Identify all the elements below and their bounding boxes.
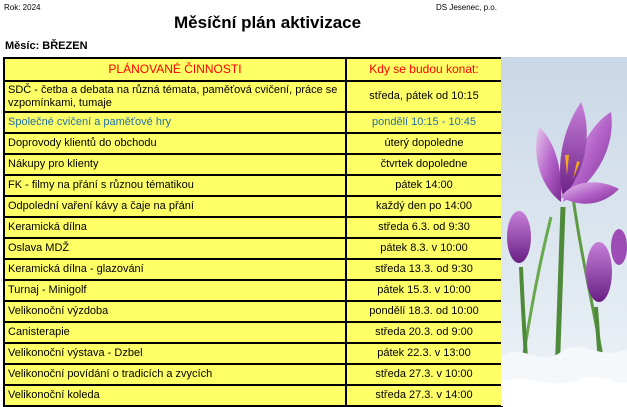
activity-cell: SDČ - četba a debata na různá témata, paměťová cvičení, práce se vzpomínkami, tumaje bbox=[4, 81, 346, 112]
crocus-flowers-photo bbox=[501, 57, 627, 406]
when-cell: čtvrtek dopoledne bbox=[346, 154, 502, 175]
activity-cell: Oslava MDŽ bbox=[4, 238, 346, 259]
table-row bbox=[4, 196, 502, 217]
when-cell: středa 6.3. od 9:30 bbox=[346, 217, 502, 238]
activity-cell: Keramická dílna bbox=[4, 217, 346, 238]
table-row bbox=[4, 343, 502, 364]
activity-cell: Velikonoční koleda bbox=[4, 385, 346, 406]
table-row bbox=[4, 364, 502, 385]
table-header-row bbox=[4, 58, 502, 81]
table-row bbox=[4, 217, 502, 238]
activity-plan-table bbox=[3, 57, 503, 407]
when-cell: středa 20.3. od 9:00 bbox=[346, 322, 502, 343]
year-label: Rok: 2024 bbox=[4, 3, 41, 12]
activity-cell: Turnaj - Minigolf bbox=[4, 280, 346, 301]
table-row bbox=[4, 175, 502, 196]
activity-cell: Nákupy pro klienty bbox=[4, 154, 346, 175]
when-cell: každý den po 14:00 bbox=[346, 196, 502, 217]
month-label: Měsíc: BŘEZEN bbox=[5, 40, 88, 52]
activity-cell: FK - filmy na přání s různou tématikou bbox=[4, 175, 346, 196]
table-row bbox=[4, 238, 502, 259]
when-cell: úterý dopoledne bbox=[346, 133, 502, 154]
when-cell: pátek 15.3. v 10:00 bbox=[346, 280, 502, 301]
organization-label: DS Jesenec, p.o. bbox=[436, 3, 497, 12]
when-cell: pondělí 18.3. od 10:00 bbox=[346, 301, 502, 322]
table-row bbox=[4, 112, 502, 133]
table-row bbox=[4, 154, 502, 175]
activity-cell: Keramická dílna - glazování bbox=[4, 259, 346, 280]
activity-cell: Velikonoční výstava - Dzbel bbox=[4, 343, 346, 364]
table-row bbox=[4, 259, 502, 280]
activity-cell: Velikonoční povídání o tradicích a zvycích bbox=[4, 364, 346, 385]
table-row bbox=[4, 385, 502, 406]
table-row bbox=[4, 280, 502, 301]
activity-cell: Odpolední vaření kávy a čaje na přání bbox=[4, 196, 346, 217]
when-cell: středa 27.3. v 10:00 bbox=[346, 364, 502, 385]
column-header-when: Kdy se budou konat: bbox=[346, 58, 502, 81]
page-title: Měsíční plán aktivizace bbox=[174, 13, 362, 32]
when-cell: pátek 14:00 bbox=[346, 175, 502, 196]
when-cell: středa 13.3. od 9:30 bbox=[346, 259, 502, 280]
when-cell: středa, pátek od 10:15 bbox=[346, 81, 502, 112]
activity-cell: Velikonoční výzdoba bbox=[4, 301, 346, 322]
table-row bbox=[4, 301, 502, 322]
activity-cell: Společné cvičení a paměťové hry bbox=[4, 112, 346, 133]
table-row bbox=[4, 133, 502, 154]
when-cell: pátek 8.3. v 10:00 bbox=[346, 238, 502, 259]
activity-cell: Canisterapie bbox=[4, 322, 346, 343]
when-cell: pátek 22.3. v 13:00 bbox=[346, 343, 502, 364]
table-row bbox=[4, 81, 502, 112]
when-cell: pondělí 10:15 - 10:45 bbox=[346, 112, 502, 133]
table-row bbox=[4, 322, 502, 343]
column-header-activities: PLÁNOVANÉ ČINNOSTI bbox=[4, 58, 346, 81]
activity-cell: Doprovody klientů do obchodu bbox=[4, 133, 346, 154]
when-cell: středa 27.3. v 14:00 bbox=[346, 385, 502, 406]
